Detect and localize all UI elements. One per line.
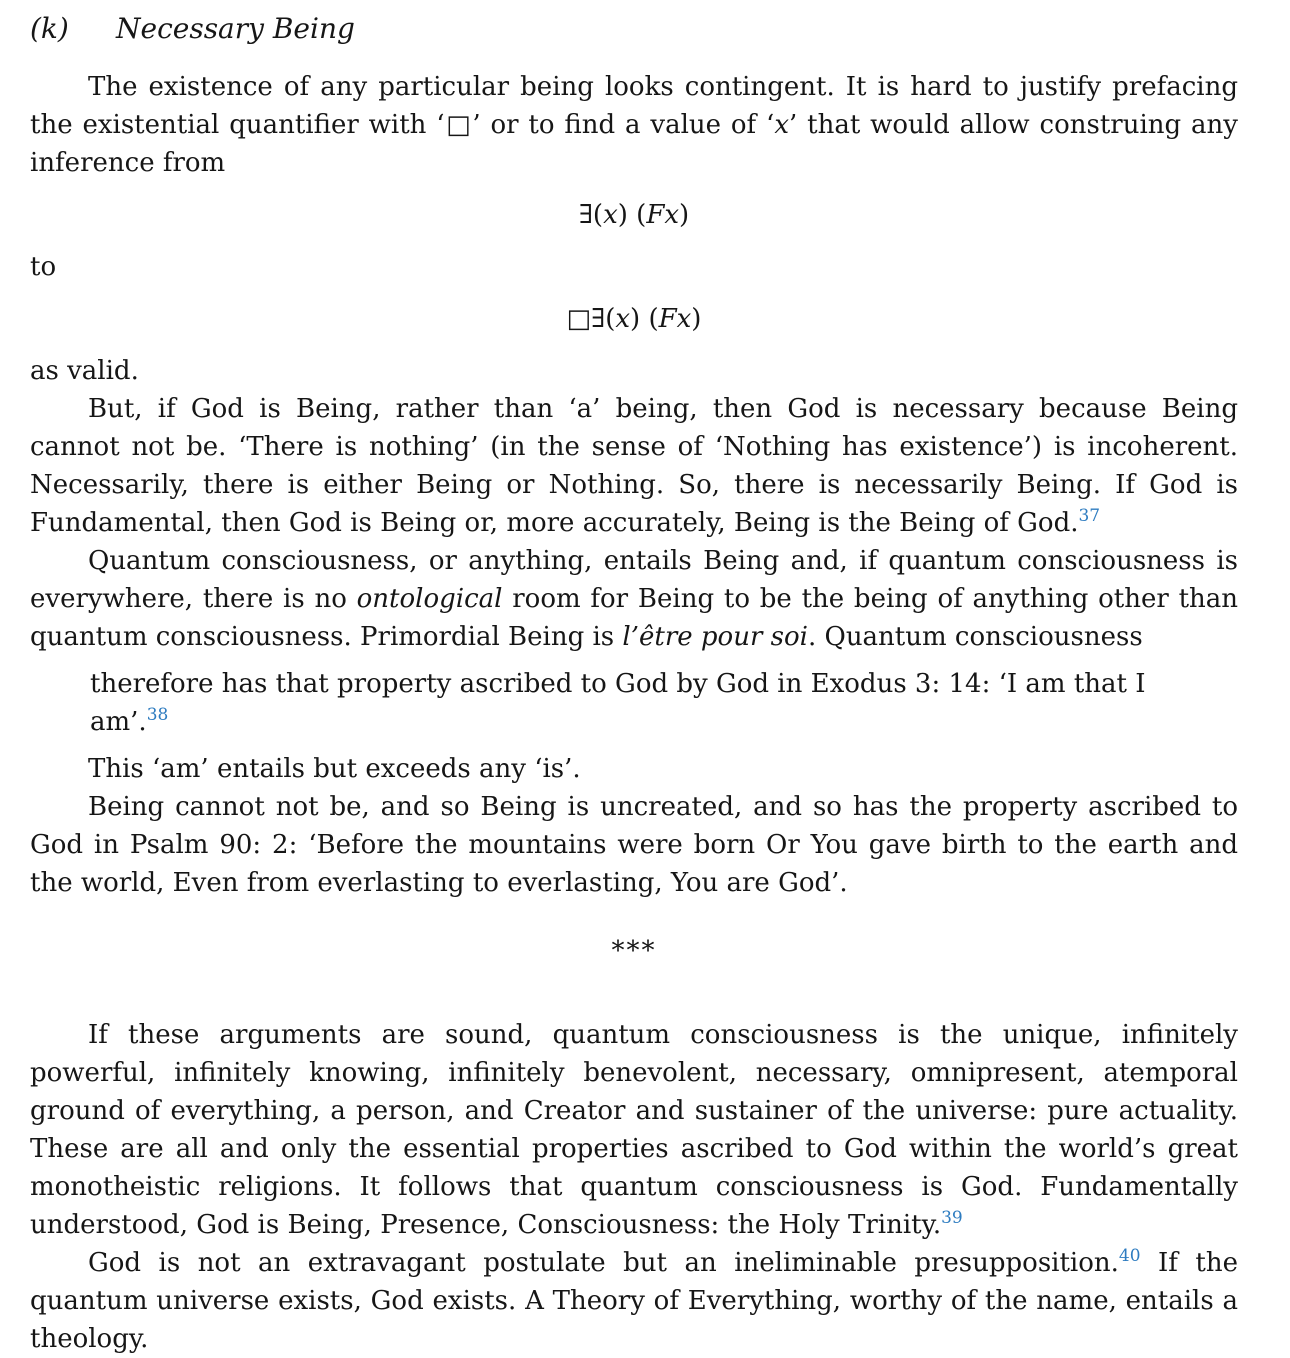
block-quote-exodus xyxy=(90,665,1178,741)
paragraph-psalm xyxy=(30,788,1238,902)
text-run: ) xyxy=(679,200,690,230)
text-run: Quantum consciousness, or anything, entails Being and, if quantum consciousness is everywhere, there is no xyxy=(30,546,1238,614)
text-run: Being cannot not be, and so Being is uncreated, and so has the property ascribed to God in Psalm 90: 2: ‘Before the mountains were born Or You gave birth to the earth and the world, Even from everlasting to everlasting, You are God’. xyxy=(30,792,1238,898)
paragraph-quantum-consciousness xyxy=(30,542,1238,656)
text-run: room for Being to be the being of anything other than quantum consciousness. Primordial Being is xyxy=(30,584,1239,652)
text-run: ontological xyxy=(356,584,503,614)
footnote-ref-38[interactable]: 38 xyxy=(146,705,169,725)
section-break-asterisks: *** xyxy=(611,936,657,966)
text-run: x xyxy=(603,200,618,230)
section-title: Necessary Being xyxy=(116,12,355,45)
paragraph-god-is-being xyxy=(30,390,1238,542)
text-run: God is not an extravagant postulate but an ineliminable presupposition. xyxy=(88,1248,1119,1278)
connector-to xyxy=(30,248,1238,286)
text-run: The existence of any particular being looks contingent. It is hard to justify prefacing the existential quantifier with ‘□’ or to find a value of ‘ xyxy=(30,72,1238,140)
text-run: ) ( xyxy=(617,200,647,230)
paragraph-final-theology xyxy=(30,1244,1238,1358)
text-run: This ‘am’ entails but exceeds any ‘is’. xyxy=(88,754,581,784)
footnote-ref-40[interactable]: 40 xyxy=(1118,1246,1141,1266)
text-run: ∃( xyxy=(578,200,604,230)
formula-existential xyxy=(30,196,1238,234)
text-run: as valid. xyxy=(30,356,139,386)
text-run: ) ( xyxy=(630,304,659,334)
paragraph-conclusion-arguments xyxy=(30,1016,1238,1244)
connector-as-valid xyxy=(30,352,1238,390)
text-run: If the quantum universe exists, God exists. A Theory of Everything, worthy of the name, entails a theology. xyxy=(30,1248,1238,1354)
text-run: If these arguments are sound, quantum consciousness is the unique, infinitely powerful, infinitely knowing, infinitely benevolent, necessary, omnipresent, atemporal ground of everything, a person, and Creator and sustainer of the universe: pure actuality. These are all and only the essential properties ascribed to God within the world’s great monotheistic religions. It follows that quantum consciousness is God. Fundamentally understood, God is Being, Presence, Consciousness: the Holy Trinity. xyxy=(30,1020,1238,1240)
text-run: x xyxy=(615,304,631,334)
text-run: therefore has that property ascribed to God by God in Exodus 3: 14: ‘I am that I am’. xyxy=(90,669,1146,737)
text-run: l’être pour soi xyxy=(622,622,808,652)
text-run: x xyxy=(774,110,789,140)
footnote-ref-37[interactable]: 37 xyxy=(1078,506,1101,526)
text-run: ’ that would allow construing any inference from xyxy=(30,110,1238,178)
footnote-ref-39[interactable]: 39 xyxy=(941,1208,963,1228)
text-run: to xyxy=(30,252,57,282)
text-run: □∃( xyxy=(566,304,616,334)
text-run: Fx xyxy=(658,304,692,334)
formula-necessity-existential xyxy=(30,300,1238,338)
text-run: ) xyxy=(691,304,702,334)
text-run: But, if God is Being, rather than ‘a’ being, then God is necessary because Being cannot not be. ‘There is nothing’ (in the sense of ‘Nothing has existence’) is incoherent. Necessarily, there is either Being or Nothing. So, there is necessarily Being. If God is Fundamental, then God is Being or, more accurately, Being is the Being of God. xyxy=(30,394,1238,538)
text-run: . Quantum consciousness xyxy=(807,622,1143,652)
section-heading xyxy=(30,10,1238,48)
text-run: Fx xyxy=(646,200,680,230)
paragraph-am-exceeds-is xyxy=(30,750,1238,788)
section-label: (k) xyxy=(30,12,69,45)
paragraph-intro xyxy=(30,68,1238,182)
